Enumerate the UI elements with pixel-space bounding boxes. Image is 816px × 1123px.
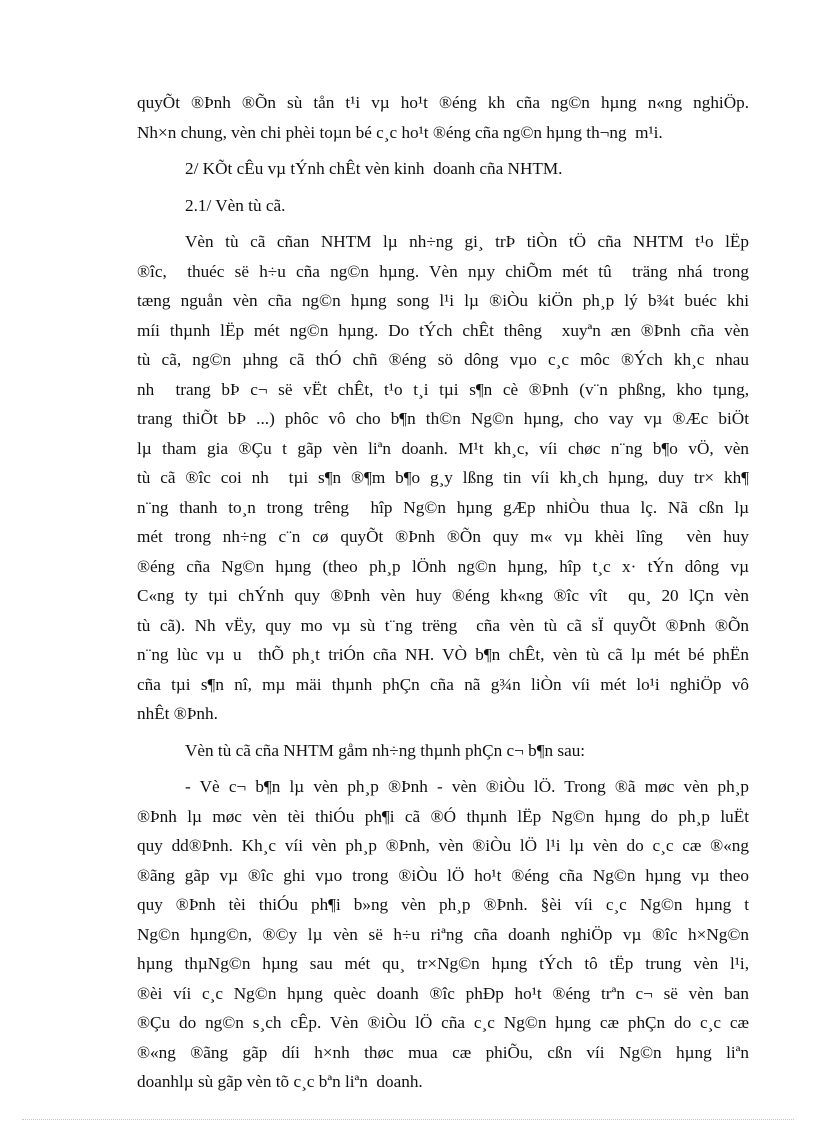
text-line: tæng nguån vèn cña ng©n hµng song l¹i lµ ®iÒu kiÖn ph¸p lý b¾t buéc khi bbox=[137, 291, 749, 310]
text-line: míi thµnh lËp mét ng©n hµng. Do tÝch chÊt thêng xuyªn æn ®Þnh cña vèn bbox=[137, 320, 749, 340]
text-line: - Vè c¬ b¶n lµ vèn ph¸p ®Þnh - vèn ®iÒu lÖ. Trong ®ã møc vèn ph¸p bbox=[185, 777, 749, 796]
text-line: doanhlµ sù gãp vèn tõ c¸c bªn liªn doanh. bbox=[137, 1072, 423, 1091]
text-line: trang thiÕt bÞ ...) phôc vô cho b¶n th©n Ng©n hµng, cho vay vµ ®Æc biÖt bbox=[137, 409, 749, 428]
text-line: n¨ng lùc vµ u thÕ ph¸t triÓn cña NH. VÒ b¶n chÊt, vèn tù cã lµ mét bé phËn bbox=[137, 645, 749, 664]
text-line: Nh×n chung, vèn chi phèi toµn bé c¸c ho¹t ®éng cña ng©n hµng th¬ng m¹i. bbox=[137, 122, 663, 142]
text-line: Vèn tù cã cñan NHTM lµ nh÷ng gi¸ trÞ tiÒn tÖ cña NHTM t¹o lËp bbox=[185, 232, 749, 251]
text-line: nh trang bÞ c¬ së vËt chÊt, t¹o t¸i tµi s¶n cè ®Þnh (v¨n phßng, kho tµng, bbox=[137, 379, 749, 399]
text-line: tù cã ®îc coi nh tµi s¶n ®¶m b¶o g¸y lßng tin víi kh¸ch hµng, duy tr× kh¶ bbox=[137, 468, 749, 487]
text-line: cña tµi s¶n nî, mµ mäi thµnh phÇn cña nã g¾n liÒn víi mét lo¹i nghiÖp vô bbox=[137, 674, 749, 694]
paragraph-legal-capital bbox=[137, 772, 749, 1097]
text-line: n¨ng thanh to¸n trong trêng hîp Ng©n hµng gÆp nhiÒu thua lç. Nã cßn lµ bbox=[137, 497, 749, 517]
text-line: nhÊt ®Þnh. bbox=[137, 704, 218, 723]
text-line: quy ®Þnh tèi thiÓu ph¶i b»ng vèn ph¸p ®Þnh. §èi víi c¸c Ng©n hµng t bbox=[137, 895, 749, 914]
text-line: tù cã). Nh vËy, quy mo vµ sù t¨ng trëng cña vèn tù cã sÏ quyÕt ®Þnh ®Õn bbox=[137, 615, 749, 635]
text-line: tù cã, ng©n µhng cã thÓ chñ ®éng sö dông vµo c¸c môc ®Ých kh¸c nhau bbox=[137, 350, 749, 369]
text-line: Ng©n hµng©n, ®©y lµ vèn së h÷u riªng cña doanh nghiÖp vµ ®îc h×Ng©n bbox=[137, 924, 749, 944]
subsection-heading: 2.1/ Vèn tù cã. bbox=[185, 195, 286, 215]
footer-dotted-rule bbox=[22, 1119, 794, 1120]
section-heading: 2/ KÕt cÊu vµ tÝnh chÊt vèn kinh doanh cña NHTM. bbox=[185, 159, 563, 178]
text-line: ®«ng ®ãng gãp díi h×nh thøc mua cæ phiÕu, cßn víi Ng©n hµng liªn bbox=[137, 1042, 749, 1062]
text-line: lµ tham gia ®Çu t gãp vèn liªn doanh. M¹t kh¸c, víi chøc n¨ng b¶o vÖ, vèn bbox=[137, 438, 749, 458]
text-line: C«ng ty tµi chÝnh quy ®Þnh vèn huy ®éng kh«ng ®îc vît qu¸ 20 lÇn vèn bbox=[137, 586, 749, 605]
text-line: ®éng cña Ng©n hµng (theo ph¸p lÖnh ng©n hµng, hîp t¸c x· tÝn dông vµ bbox=[137, 556, 749, 576]
text-line: mét trong nh÷ng c¨n cø quyÕt ®Þnh ®Õn quy m« vµ khèi lîng vèn huy bbox=[137, 527, 749, 546]
paragraph-own-capital bbox=[137, 227, 749, 729]
text-line: ®îc, thuéc së h÷u cña ng©n hµng. Vèn nµy chiÕm mét tû träng nhá trong bbox=[137, 261, 749, 281]
text-line: ®Çu do ng©n s¸ch cÊp. Vèn ®iÒu lÖ cña c¸c Ng©n hµng cæ phÇn do c¸c cæ bbox=[137, 1013, 749, 1032]
document-body bbox=[137, 88, 749, 1097]
text-line: quyÕt ®Þnh ®Õn sù tån t¹i vµ ho¹t ®éng kh cña ng©n hµng n«ng nghiÖp. bbox=[137, 93, 749, 112]
text-line: hµng thµNg©n hµng sau mét qu¸ tr×Ng©n hµng tÝch tô tËp trung vèn l¹i, bbox=[137, 954, 749, 973]
paragraph-intro-continuation bbox=[137, 88, 749, 147]
text-line: quy dd®Þnh. Kh¸c víi vèn ph¸p ®Þnh, vèn ®iÒu lÖ l¹i lµ vèn do c¸c cæ ®«ng bbox=[137, 836, 749, 855]
text-line: ®ãng gãp vµ ®îc ghi vµo trong ®iÒu lÖ ho¹t ®éng cña Ng©n hµng vµ theo bbox=[137, 865, 749, 885]
paragraph-components-intro: Vèn tù cã cña NHTM gåm nh÷ng thµnh phÇn c¬ b¶n sau: bbox=[185, 740, 586, 760]
text-line: ®Þnh lµ møc vèn tèi thiÓu ph¶i cã ®Ó thµnh lËp Ng©n hµng do ph¸p luËt bbox=[137, 806, 749, 826]
text-line: ®èi víi c¸c Ng©n hµng quèc doanh ®îc phÐp ho¹t ®éng trªn c¬ së vèn ban bbox=[137, 983, 749, 1003]
